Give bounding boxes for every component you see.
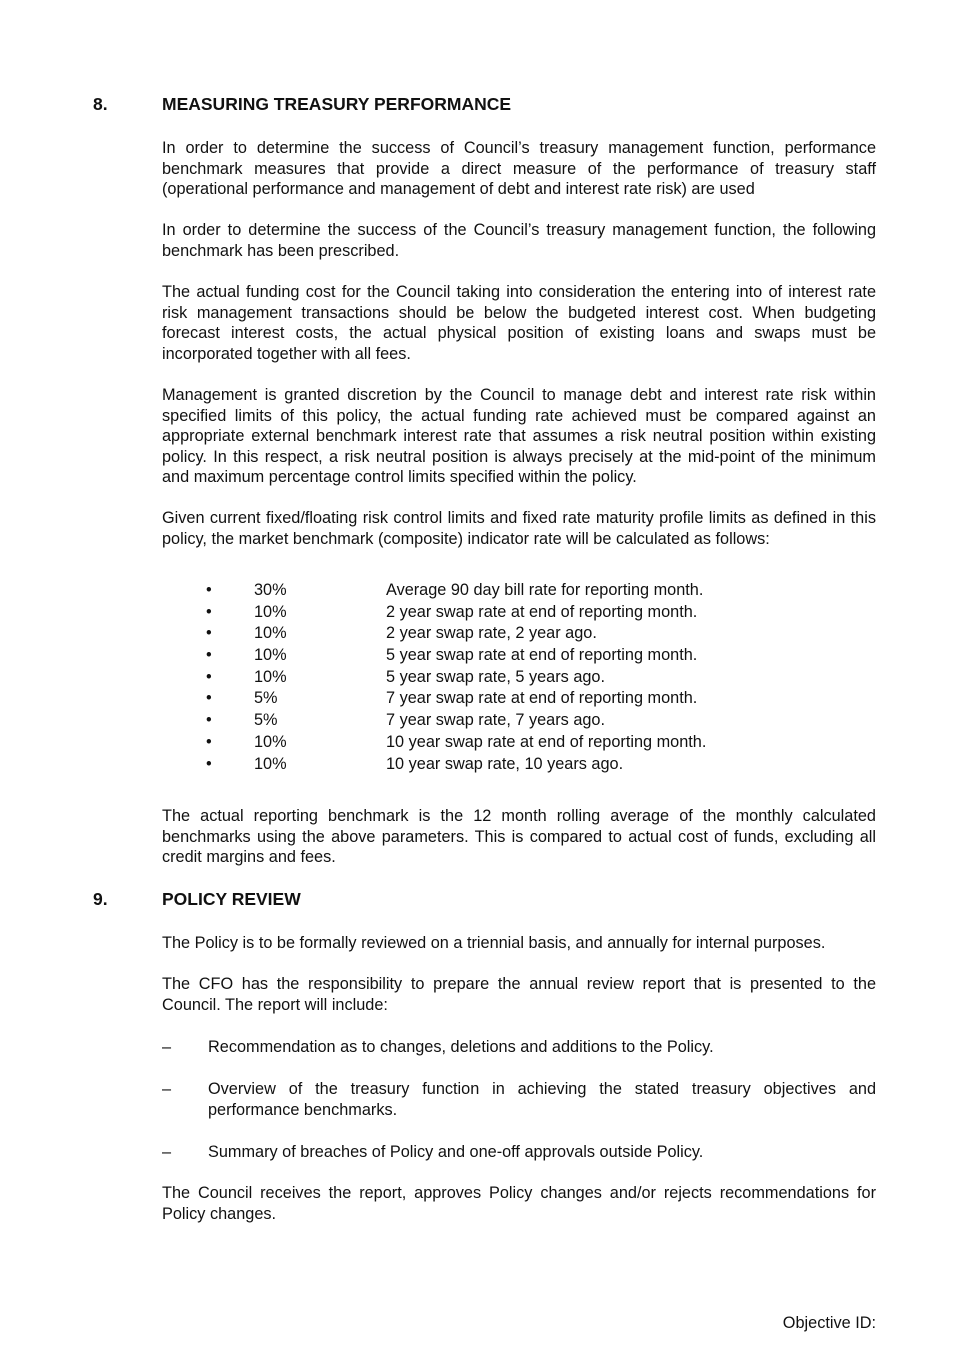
benchmark-percentage: 5% bbox=[254, 711, 278, 730]
section-8-heading bbox=[93, 93, 511, 115]
section-8-paragraph: Management is granted discretion by the Council to manage debt and interest rate risk within specified limits of this policy, the actual funding rate achieved must be compared against an appropriate external benchmark interest rate that assumes a risk neutral position within existing policy. In this respect, a risk neutral position is always precisely at the mid-point of the minimum and maximum percentage control limits specified within the policy. bbox=[162, 386, 876, 487]
benchmark-item bbox=[162, 754, 876, 776]
benchmark-percentage: 10% bbox=[254, 754, 287, 773]
dash-icon: – bbox=[162, 1038, 172, 1056]
review-item-text: Recommendation as to changes, deletions and additions to the Policy. bbox=[208, 1038, 714, 1056]
section-8-closing: The actual reporting benchmark is the 12 month rolling average of the monthly calculated benchmarks using the above parameters. This is compared to actual cost of funds, excluding all credit margins and fees. bbox=[162, 807, 876, 867]
benchmark-item bbox=[162, 580, 876, 602]
benchmark-item bbox=[162, 645, 876, 667]
benchmark-percentage: 10% bbox=[254, 602, 287, 621]
benchmark-description: 5 year swap rate, 5 years ago. bbox=[386, 667, 606, 686]
review-item bbox=[162, 1037, 876, 1058]
bullet-icon: • bbox=[206, 711, 212, 730]
bullet-icon: • bbox=[206, 602, 212, 621]
benchmark-item bbox=[162, 688, 876, 710]
benchmark-percentage: 30% bbox=[254, 581, 287, 599]
section-9-paragraph: The CFO has the responsibility to prepare the annual review report that is presented to the Council. The report will include: bbox=[162, 975, 876, 1014]
benchmark-description: 10 year swap rate at end of reporting month. bbox=[386, 732, 707, 751]
benchmark-item bbox=[162, 732, 876, 754]
benchmark-percentage: 10% bbox=[254, 732, 287, 751]
section-9-title: POLICY REVIEW bbox=[162, 889, 301, 909]
benchmark-percentage: 10% bbox=[254, 646, 287, 665]
bullet-icon: • bbox=[206, 624, 212, 643]
section-9-number: 9. bbox=[93, 889, 108, 909]
dash-icon: – bbox=[162, 1143, 172, 1161]
section-8-paragraph: The actual funding cost for the Council taking into consideration the entering into of interest rate risk management transactions should be below the budgeted interest cost. When budgeting forecast interest costs, the actual physical position of existing loans and swaps must be incorporated together with all fees. bbox=[162, 283, 876, 363]
benchmark-item bbox=[162, 623, 876, 645]
section-8-number: 8. bbox=[93, 94, 108, 114]
bullet-icon: • bbox=[206, 581, 212, 599]
review-item bbox=[162, 1079, 876, 1120]
review-item-text: Overview of the treasury function in achieving the stated treasury objectives and performance benchmarks. bbox=[208, 1080, 876, 1119]
bullet-icon: • bbox=[206, 689, 212, 708]
benchmark-percentage: 10% bbox=[254, 624, 287, 643]
objective-id-label: Objective ID: bbox=[782, 1314, 876, 1332]
section-8-paragraph: In order to determine the success of Council’s treasury management function, performance benchmark measures that provide a direct measure of the performance of treasury staff (operational performance and management of debt and interest rate risk) are used bbox=[162, 139, 876, 199]
bullet-icon: • bbox=[206, 754, 212, 773]
benchmark-description: 10 year swap rate, 10 years ago. bbox=[386, 754, 624, 773]
bullet-icon: • bbox=[206, 667, 212, 686]
benchmark-list bbox=[162, 580, 876, 775]
bullet-icon: • bbox=[206, 646, 212, 665]
benchmark-description: 7 year swap rate at end of reporting month. bbox=[386, 689, 698, 708]
benchmark-description: 2 year swap rate, 2 year ago. bbox=[386, 624, 597, 643]
benchmark-description: 2 year swap rate at end of reporting month. bbox=[386, 602, 698, 621]
review-item-text: Summary of breaches of Policy and one-off approvals outside Policy. bbox=[208, 1143, 704, 1161]
benchmark-item bbox=[162, 710, 876, 732]
section-8-title: MEASURING TREASURY PERFORMANCE bbox=[162, 94, 512, 114]
review-item bbox=[162, 1142, 876, 1163]
section-9-heading bbox=[93, 888, 301, 910]
section-8-paragraph: Given current fixed/floating risk control limits and fixed rate maturity profile limits as defined in this policy, the market benchmark (composite) indicator rate will be calculated as follows: bbox=[162, 509, 876, 548]
benchmark-percentage: 5% bbox=[254, 689, 278, 708]
benchmark-description: 7 year swap rate, 7 years ago. bbox=[386, 711, 606, 730]
section-8-paragraph: In order to determine the success of the Council’s treasury management function, the following benchmark has been prescribed. bbox=[162, 221, 876, 260]
bullet-icon: • bbox=[206, 732, 212, 751]
benchmark-item bbox=[162, 667, 876, 689]
benchmark-percentage: 10% bbox=[254, 667, 287, 686]
dash-icon: – bbox=[162, 1080, 172, 1098]
benchmark-description: Average 90 day bill rate for reporting month. bbox=[386, 581, 704, 599]
section-9-closing: The Council receives the report, approves Policy changes and/or rejects recommendations for Policy changes. bbox=[162, 1184, 876, 1223]
benchmark-item bbox=[162, 602, 876, 624]
section-9-paragraph: The Policy is to be formally reviewed on a triennial basis, and annually for internal purposes. bbox=[162, 934, 826, 952]
benchmark-description: 5 year swap rate at end of reporting month. bbox=[386, 646, 698, 665]
